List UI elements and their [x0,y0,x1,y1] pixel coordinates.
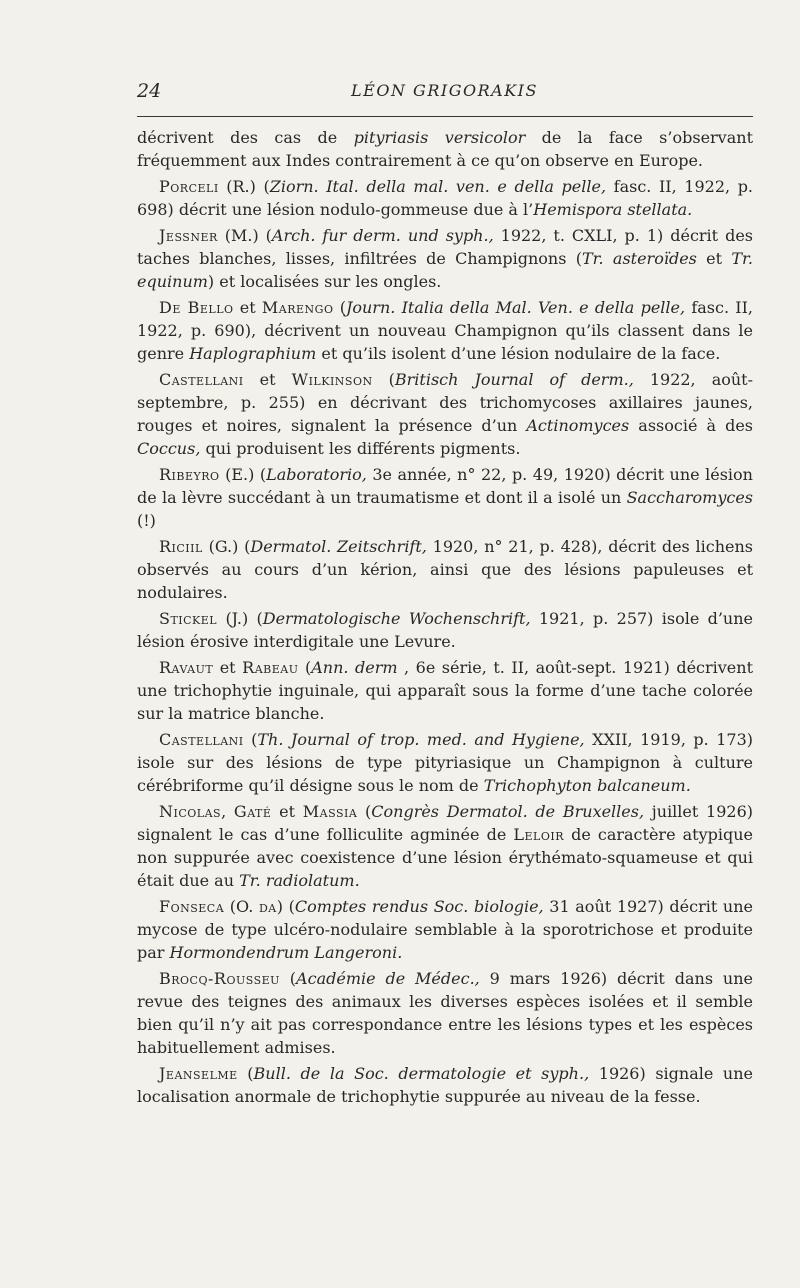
italic-text: Ziorn. Ital. della mal. ven. e della pelle, [269,177,607,196]
italic-text: Tr. equinum [137,249,753,291]
author-name: Wilkinson [291,370,373,389]
author-name: Ribeyro [159,465,220,484]
text-run: et [213,658,243,677]
author-name: Massia [302,802,358,821]
paragraph [137,175,753,221]
text-run: 1922, août-septembre, p. 255) en décrivant des trichomycoses axillaires jaunes, rouges et noires, signalent la présence d’un [137,370,754,435]
text-run: 31 août 1927) décrit une mycose de type ulcéro-nodulaire semblable à la sporotrichose et produite par [137,897,753,962]
text-run: ( [333,298,346,317]
text-run: juillet 1926) signalent le cas d’une folliculite agminée de [137,802,754,844]
body-text [137,126,753,1111]
italic-text: Comptes rendus Soc. biologie, [294,897,544,916]
author-name: Fonseca [159,897,225,916]
italic-text: Journ. Italia della Mal. Ven. e della pelle, [345,298,686,317]
text-run: 1920, n° 21, p. 428), décrit des lichens observés au cours d’un kérion, ainsi que des lésions papuleuses et nodulaires. [137,537,753,602]
header-rule [137,116,753,117]
text-run: ( [357,802,372,821]
author-name: Ravaut [159,658,214,677]
text-run: ( [298,658,312,677]
author-name: Castellani [159,370,244,389]
text-run: et [233,298,262,317]
text-run: 1921, p. 257) isole d’une lésion érosive interdigitale une Levure. [137,609,754,651]
italic-text: Congrès Dermatol. de Bruxelles, [371,802,645,821]
italic-text: Tr. radiolatum. [239,871,360,890]
italic-text: Ann. derm [311,658,398,677]
italic-text: Bull. de la Soc. dermatologie et syph., [253,1064,590,1083]
author-name: Nicolas [159,802,222,821]
italic-text: Laboratorio, [266,465,367,484]
text-run: fasc. II, 1922, p. 690), décrivent un nouveau Champignon qu’ils classent dans le genre [137,298,753,363]
paragraph [137,800,753,892]
text-run: et [696,249,732,268]
text-run: 9 mars 1926) décrit dans une revue des teignes des animaux les diverses espèces isolées et il semble bien qu’il n’y ait pas correspondance entre les lésions types et les espèces habituellement admises. [137,969,753,1057]
author-name: Castellani [159,730,244,749]
italic-text: Tr. asteroïdes [581,249,697,268]
paragraph [137,607,753,653]
text-run: (E.) ( [219,465,267,484]
italic-text: pityriasis versicolor [353,128,526,147]
text-run: et [271,802,303,821]
text-run: XXII, 1919, p. 173) isole sur des lésions de type pityriasique un Champignon à culture cérébriforme qu’il désigne sous le nom de [137,730,754,795]
text-run: (O. [224,897,259,916]
paragraph [137,1062,753,1108]
text-run: ( [243,730,258,749]
author-name: Riciil [159,537,203,556]
paragraph [137,368,753,460]
italic-text: Th. Journal of trop. med. and Hygiene, [257,730,585,749]
paragraph [137,656,753,725]
text-run: , 6e série, t. II, août-sept. 1921) décrivent une trichophytie inguinale, qui apparaît sous la forme d’une tache colorée sur la matrice blanche. [137,658,754,723]
text-run: de la face s’observant fréquemment aux Indes contrairement à ce qu’on observe en Europe. [137,128,753,170]
paragraph [137,224,753,293]
author-name: Marengo [261,298,334,317]
author-name: Jeanselme [159,1064,238,1083]
author-name: Stickel [159,609,218,628]
paragraph [137,463,753,532]
italic-text: Britisch Journal of derm., [394,370,634,389]
page-number: 24 [137,80,162,102]
italic-text: Arch. fur derm. und syph., [271,226,494,245]
italic-text: Trichophyton balcaneum. [483,776,691,795]
italic-text: Académie de Médec., [296,969,480,988]
text-run: et [243,370,292,389]
text-run: (M.) ( [217,226,272,245]
author-name: Porceli [159,177,219,196]
text-run: ) et localisées sur les ongles. [207,272,442,291]
running-title: LÉON GRIGORAKIS [351,81,538,100]
text-run: (J.) ( [217,609,263,628]
text-run: ( [237,1064,254,1083]
italic-text: Coccus, [137,439,201,458]
italic-text: Haplographium [189,344,317,363]
paragraph [137,967,753,1059]
text-run: 3e année, n° 22, p. 49, 1920) décrit une lésion de la lèvre succédant à un traumatisme et dont il a isolé un [137,465,753,507]
italic-text: Hemispora stellata. [533,200,693,219]
text-run: qui produisent les différents pigments. [200,439,521,458]
author-name: De Bello [159,298,234,317]
text-run: de caractère atypique non suppurée avec coexistence d’une lésion érythémato-squameuse et qui était due au [137,825,753,890]
text-run: (!) [137,511,156,530]
author-name: Gaté [233,802,272,821]
text-run: , [221,802,234,821]
text-run: (R.) ( [218,177,270,196]
author-name: Rabeau [242,658,299,677]
paragraph [137,728,753,797]
italic-text: Hormondendrum Langeroni. [169,943,403,962]
italic-text: Dermatologische Wochenschrift, [262,609,531,628]
author-name: Jessner [159,226,218,245]
text-run: 1922, t. CXLI, p. 1) décrit des taches blanches, lisses, infiltrées de Champignons ( [137,226,753,268]
text-run: ( [372,370,395,389]
text-run: (G.) ( [202,537,251,556]
italic-text: Saccharomyces [626,488,753,507]
text-run: ) ( [276,897,295,916]
text-run: et qu’ils isolent d’une lésion nodulaire de la face. [316,344,721,363]
paragraph [137,895,753,964]
paragraph [137,126,753,172]
text-run: fasc. II, 1922, p. 698) décrit une lésion nodulo-gommeuse due à l’ [137,177,754,219]
author-name: Leloir [513,825,564,844]
italic-text: Dermatol. Zeitschrift, [250,537,427,556]
text-run: 1926) signale une localisation anormale de trichophytie suppurée au niveau de la fesse. [137,1064,754,1106]
text-run: ( [279,969,297,988]
text-run: décrivent des cas de [137,128,354,147]
author-name: da [258,897,277,916]
text-run: associé à des [629,416,754,435]
paragraph [137,535,753,604]
author-name: Brocq-Rousseu [159,969,280,988]
italic-text: Actinomyces [526,416,630,435]
paragraph [137,296,753,365]
page-header [137,80,752,108]
